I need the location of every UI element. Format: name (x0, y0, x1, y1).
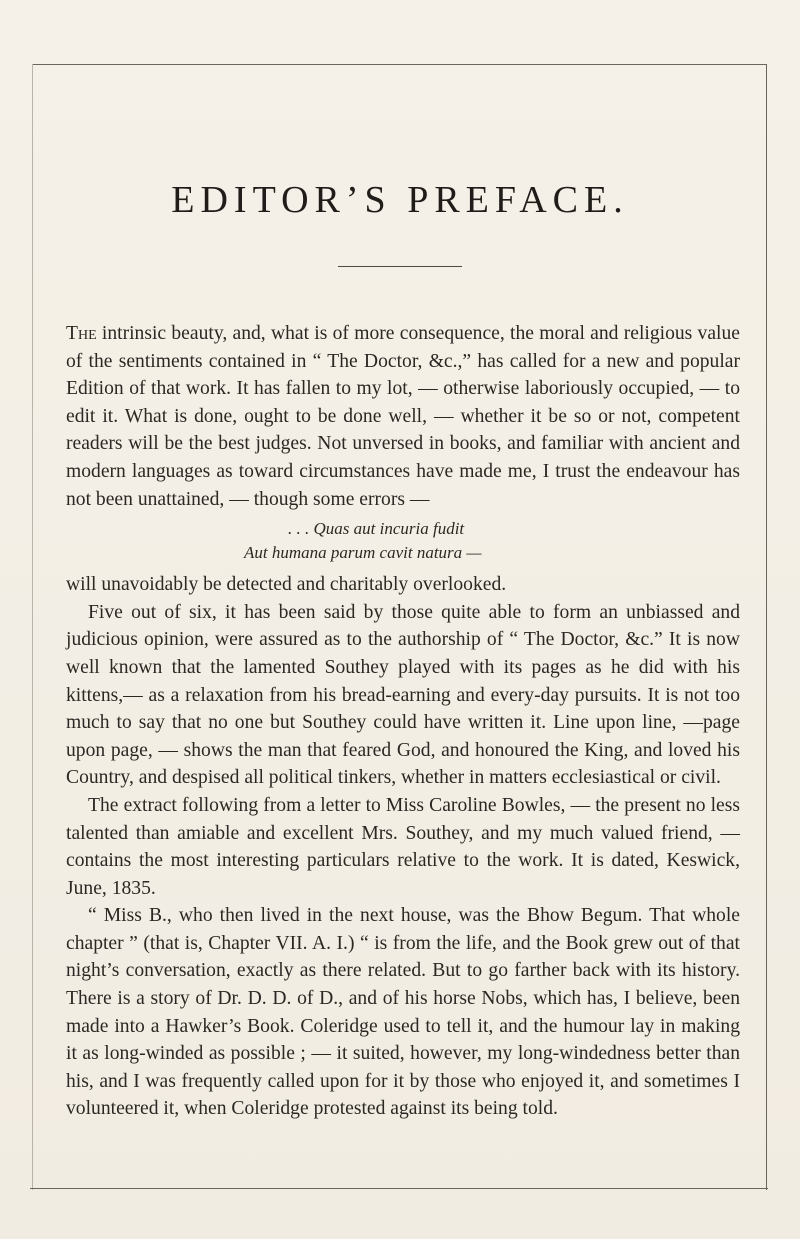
opening-word: The (66, 323, 97, 344)
verse-line-2: Aut humana parum cavit natura — (244, 543, 482, 563)
right-border-rule (766, 64, 767, 1190)
top-border-rule (32, 64, 767, 65)
page-title: EDITOR’S PREFACE. (171, 179, 629, 221)
paragraph-extract: The extract following from a letter to Miss Caroline Bowles, — the present no less talented than amiable and excellent Mrs. Southey, and my much valued friend, —contains the most interesting particulars relative to the work. It is dated, Keswick, June, 1835. (66, 794, 740, 899)
verse-line-1: . . . Quas aut incuria fudit (288, 519, 465, 539)
paragraph-opening (66, 320, 740, 513)
left-border-rule (32, 64, 33, 1190)
title-divider (338, 266, 462, 267)
bottom-border-rule (30, 1188, 768, 1189)
paragraph-continuation: will unavoidably be detected and charitably overlooked. (66, 574, 507, 596)
preface-text (66, 320, 740, 1123)
latin-quotation (66, 517, 740, 565)
opening-text: intrinsic beauty, and, what is of more consequence, the moral and religious value of the sentiments contained in “ The Doctor, &c.,” has called for a new and popular Edition of that work. It has fallen to my lot, — otherwise laboriously occupied, — to edit it. What is done, ought to be done well, — whether it be so or not, competent readers will be the best judges. Not unversed in books, and familiar with ancient and modern languages as toward circumstances have made me, I trust the endeavour has not been unattained, — though some errors — (66, 323, 740, 510)
paragraph-letter: “ Miss B., who then lived in the next house, was the Bhow Begum. That whole chapter ” (that is, Chapter VII. A. I.) “ is from the life, and the Book grew out of that night’s conversation, exactly as there related. But to go farther back with its history. There is a story of Dr. D. D. of D., and of his horse Nobs, which has, I believe, been made into a Hawker’s Book. Coleridge used to tell it, and the humour lay in making it as long-winded as possible ; — it suited, however, my long-windedness better than his, and I was frequently called upon for it by those who enjoyed it, and sometimes I volunteered it, when Coleridge protested against its being told. (66, 905, 740, 1120)
paragraph-authorship: Five out of six, it has been said by those quite able to form an unbiassed and judicious opinion, were assured as to the authorship of “ The Doctor, &c.” It is now well known that the lamented Southey played with its pages as he did with his kittens,— as a relaxation from his bread-earning and every-day pursuits. It is not too much to say that no one but Southey could have written it. Line upon line, —page upon page, — shows the man that feared God, and honoured the King, and loved his Country, and despised all political tinkers, whether in matters ecclesiastical or civil. (66, 601, 740, 789)
